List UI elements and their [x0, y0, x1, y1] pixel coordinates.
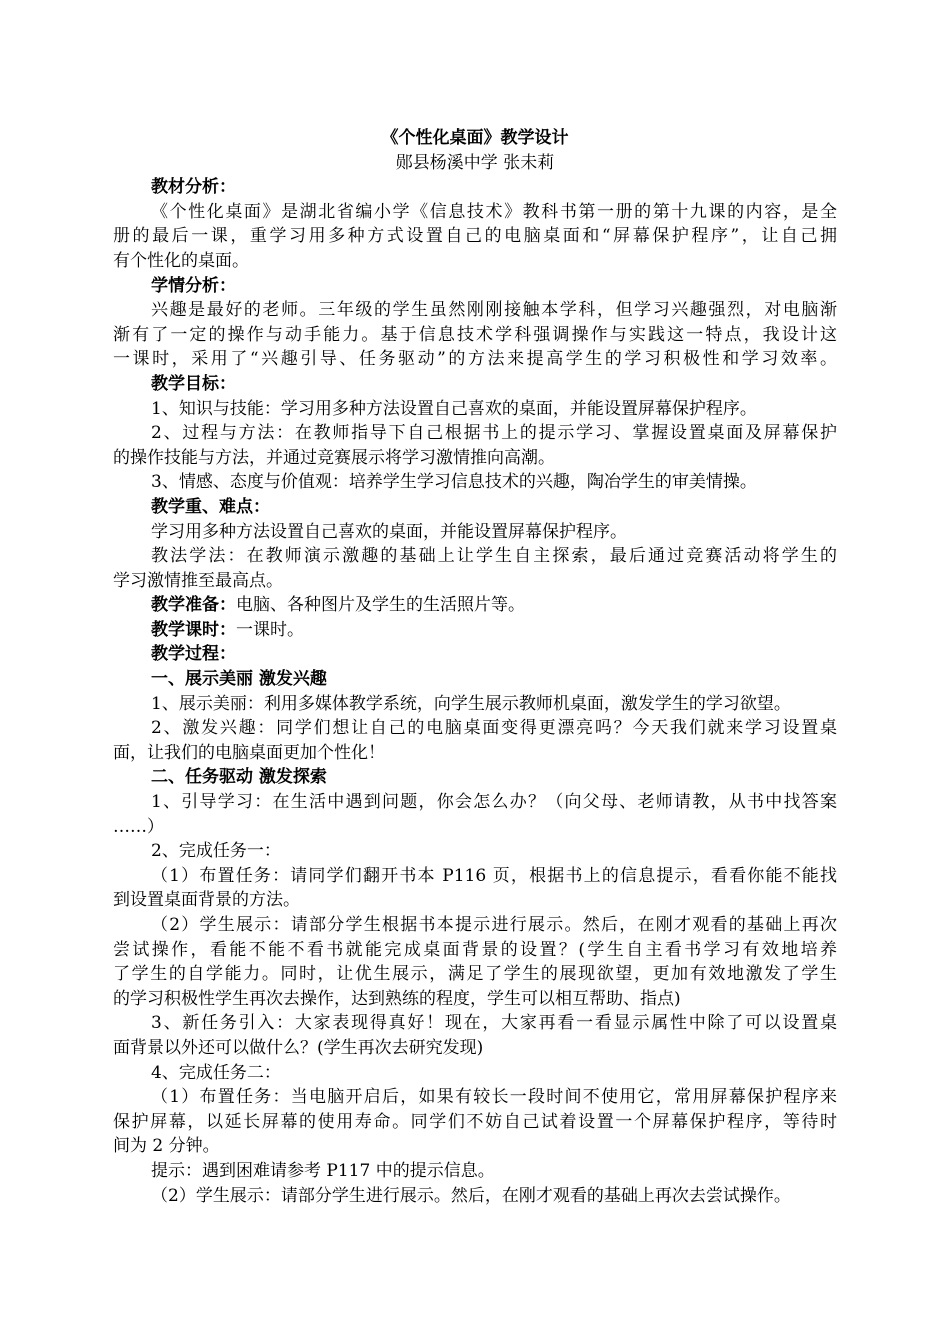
paragraph-line: 间为 2 分钟。	[113, 1136, 220, 1157]
paragraph-line: 3、新任务引入：大家表现得真好！现在，大家再看一看显示属性中除了可以设置桌	[151, 1013, 837, 1034]
paragraph-line: 4、完成任务二：	[151, 1062, 281, 1083]
preparation-label: 教学准备：	[151, 595, 236, 616]
objectives-heading: 教学目标：	[151, 373, 236, 394]
paragraph-line: 1、知识与技能：学习用多种方法设置自己喜欢的桌面，并能设置屏幕保护程序。	[151, 398, 757, 419]
paragraph-line: 一课时，采用了“兴趣引导、任务驱动”的方法来提高学生的学习积极性和学习效率。	[113, 349, 837, 370]
paragraph-line: 的操作技能与方法，并通过竞赛展示将学习激情推向高潮。	[113, 447, 555, 468]
student-analysis-heading: 学情分析：	[151, 275, 236, 296]
preparation-text: 电脑、各种图片及学生的生活照片等。	[236, 595, 525, 616]
paragraph-line: 了学生的自学能力。同时，让优生展示，满足了学生的展现欲望，更加有效地激发了学生	[113, 964, 837, 985]
paragraph-line: 尝试操作，看能不能不看书就能完成桌面背景的设置？(学生自主看书学习有效地培养	[113, 939, 837, 960]
document-body	[113, 126, 837, 1208]
periods-line	[113, 618, 837, 643]
paragraph-line: （2）学生展示：请部分学生根据书本提示进行展示。然后，在刚才观看的基础上再次	[151, 915, 837, 935]
periods-label: 教学课时：	[151, 619, 236, 640]
paragraph-line: 到设置桌面背景的方法。	[113, 890, 300, 911]
paragraph-line: 的学习积极性学生再次去操作，达到熟练的程度，学生可以相互帮助、指点)	[113, 988, 681, 1009]
paragraph-line: 教法学法：在教师演示激趣的基础上让学生自主探索，最后通过竞赛活动将学生的	[151, 546, 837, 567]
paragraph-line: 1、引导学习：在生活中遇到问题，你会怎么办？（向父母、老师请教，从书中找答案	[151, 792, 837, 813]
paragraph-line: 2、完成任务一：	[151, 841, 281, 862]
paragraph-line: 学习用多种方法设置自己喜欢的桌面，并能设置屏幕保护程序。	[151, 521, 627, 542]
process-heading: 教学过程：	[151, 644, 236, 665]
paragraph-line: 《个性化桌面》是湖北省编小学《信息技术》教科书第一册的第十九课的内容，是全	[151, 201, 837, 222]
paragraph-line: 提示：遇到困难请参考 P117 中的提示信息。	[151, 1160, 495, 1181]
paragraph-line: （1）布置任务：请同学们翻开书本 P116 页，根据书上的信息提示，看看你能不能找	[151, 865, 837, 886]
paragraph-line: 有个性化的桌面。	[113, 250, 249, 271]
preparation-line	[113, 593, 837, 618]
paragraph-line: 渐有了一定的操作与动手能力。基于信息技术学科强调操作与实践这一特点，我设计这	[113, 324, 837, 345]
document-title: 《个性化桌面》教学设计	[381, 128, 569, 148]
paragraph-line: 3、情感、态度与价值观：培养学生学习信息技术的兴趣，陶冶学生的审美情操。	[151, 472, 757, 493]
paragraph-line: 册的最后一课，重学习用多种方式设置自己的电脑桌面和“屏幕保护程序”，让自己拥	[113, 226, 837, 247]
paragraph-line: 学习激情推至最高点。	[113, 570, 283, 591]
paragraph-line: （2）学生展示：请部分学生进行展示。然后，在刚才观看的基础上再次去尝试操作。	[151, 1185, 791, 1206]
paragraph-line: 面，让我们的电脑桌面更加个性化！	[113, 742, 385, 763]
paragraph-line: 2、过程与方法：在教师指导下自己根据书上的提示学习、掌握设置桌面及屏幕保护	[151, 423, 837, 444]
section2-heading: 二、任务驱动 激发探索	[151, 767, 327, 788]
section1-heading: 一、展示美丽 激发兴趣	[151, 669, 327, 690]
paragraph-line: （1）布置任务：当电脑开启后，如果有较长一段时间不使用它，常用屏幕保护程序来	[151, 1087, 837, 1108]
paragraph-line: 面背景以外还可以做什么？(学生再次去研究发现)	[113, 1037, 484, 1058]
paragraph-line: 1、展示美丽：利用多媒体教学系统，向学生展示教师机桌面，激发学生的学习欲望。	[151, 693, 791, 714]
paragraph-line: ……）	[113, 816, 164, 837]
paragraph-line: 2、激发兴趣：同学们想让自己的电脑桌面变得更漂亮吗？今天我们就来学习设置桌	[151, 718, 837, 739]
paragraph-line: 保护屏幕，以延长屏幕的使用寿命。同学们不妨自己试着设置一个屏幕保护程序，等待时	[113, 1111, 837, 1132]
author-line: 郧县杨溪中学 张未莉	[395, 152, 555, 173]
paragraph-line: 兴趣是最好的老师。三年级的学生虽然刚刚接触本学科，但学习兴趣强烈，对电脑渐	[151, 300, 837, 321]
periods-text: 一课时。	[236, 619, 304, 640]
key-points-heading: 教学重、难点：	[151, 496, 270, 517]
material-analysis-heading: 教材分析：	[151, 177, 236, 198]
